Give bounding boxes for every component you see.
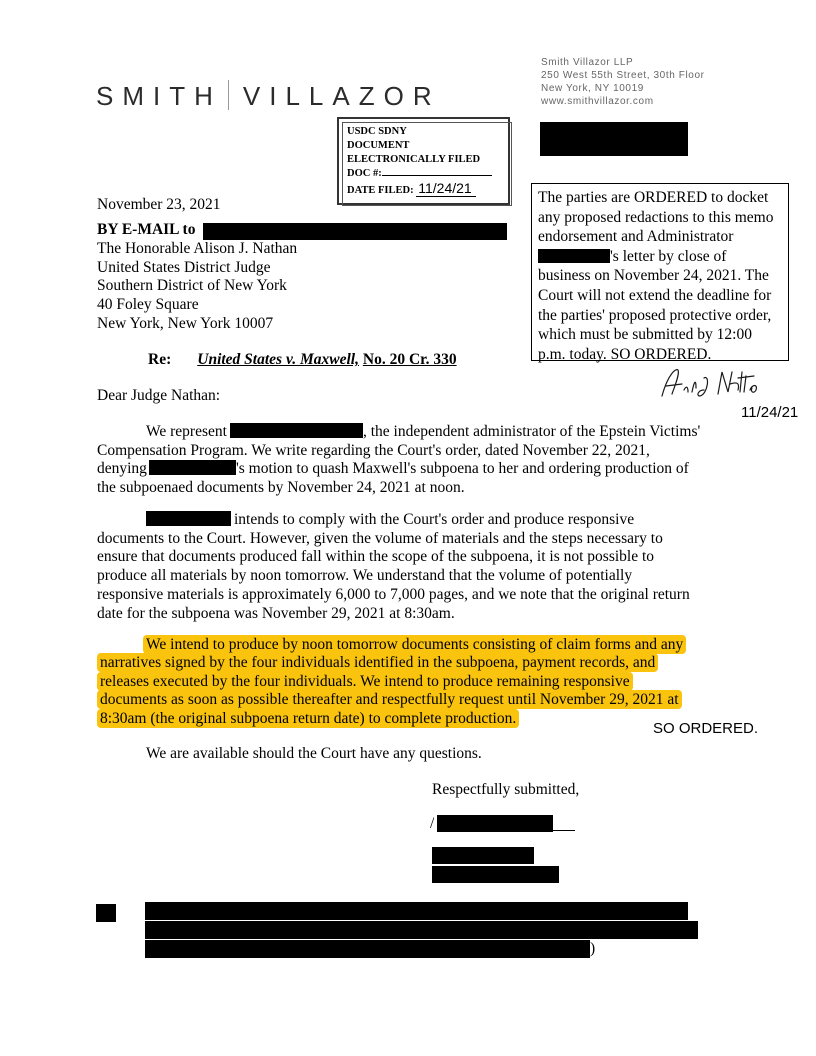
paragraph-1: We represent , the independent administrator of the Epstein Victims' Compensation Program. We write regarding the Court's order, dated November 22, 2021, denying 's motion to quash Maxwell's subpoena to her and ordering production of the subpoenaed documents by November 24, 2021 at noon. [97, 423, 701, 497]
addressee-line: Southern District of New York [97, 277, 287, 295]
endorsement-text-1: The parties are ORDERED to docket any proposed redactions to this memo endorsement and Administrator [538, 189, 774, 246]
stamp-line2: DOCUMENT [347, 140, 410, 151]
by-email-label: BY E-MAIL to [97, 221, 196, 238]
firm-address-line1: 250 West 55th Street, 30th Floor [541, 70, 705, 81]
case-number: No. 20 Cr. 330 [362, 351, 457, 368]
court-endorsement [531, 183, 789, 361]
signature-slash: / [430, 815, 435, 832]
redaction-box [145, 921, 698, 939]
addressee-block [97, 240, 297, 334]
paragraph-4: We are available should the Court have any questions. [146, 745, 482, 762]
case-title: United States v. Maxwell, [197, 351, 359, 368]
firm-address-line2: New York, NY 10019 [541, 83, 644, 94]
redaction-box [432, 847, 534, 864]
redaction-inline [538, 249, 610, 263]
addressee-line: United States District Judge [97, 258, 271, 276]
footer-paren: ) [590, 940, 596, 957]
endorsement-text-2: 's letter by close of business on November 24, 2021. The Court will not extend the deadline for the parties' proposed protective order, which must be submitted by 12:00 p.m. today. SO ORDERED. [538, 247, 772, 363]
re-line: Re: United States v. Maxwell, No. 20 Cr. 330 [148, 351, 457, 368]
addressee-line: New York, New York 10007 [97, 314, 274, 332]
paragraph-2: intends to comply with the Court's order and produce responsive documents to the Court. However, given the volume of materials and the steps necessary to ensure that documents produced fall within the scope of the subpoena, it is not possible to produce all materials by noon tomorrow. We understand that the volume of potentially responsive materials is approximately 6,000 to 7,000 pages, and we note that the original return date for the subpoena was November 29, 2021 at 8:30am. [97, 511, 690, 622]
judge-signature [658, 364, 778, 404]
redaction-box [540, 122, 688, 156]
stamp-inner-border [342, 122, 512, 206]
firm-address-block [541, 56, 705, 108]
paragraph-3-highlighted: We intend to produce by noon tomorrow documents consisting of claim forms and any narratives signed by the four individuals identified in the subpoena, payment records, and releases executed by the four individuals. We intend to produce remaining responsive documents as soon as possible thereafter and respectfully request until November 29, 2021 at 8:30am (the original subpoena return date) to complete production. [97, 636, 727, 728]
addressee-line: The Honorable Alison J. Nathan [97, 240, 298, 257]
redaction-box [437, 815, 553, 832]
letter-date: November 23, 2021 [97, 196, 221, 213]
firm-website: www.smithvillazor.com [541, 96, 654, 107]
filing-stamp [337, 117, 510, 205]
stamp-line3: ELECTRONICALLY FILED [347, 154, 481, 165]
stamp-doc-line: DOC #: [347, 167, 508, 181]
stamp-date-value: 11/24/21 [416, 180, 475, 197]
so-ordered-note: SO ORDERED. [653, 720, 759, 737]
redaction-box [96, 904, 116, 922]
signature-line [553, 830, 575, 831]
addressee-line: 40 Foley Square [97, 296, 199, 314]
salutation: Dear Judge Nathan: [97, 387, 221, 404]
stamp-line1: USDC SDNY [347, 126, 407, 137]
closing: Respectfully submitted, [432, 781, 580, 798]
redaction-box [145, 902, 688, 920]
redaction-box [145, 940, 590, 958]
stamp-date-line: DATE FILED: 11/24/21 [347, 181, 508, 198]
signature-date: 11/24/21 [741, 404, 799, 421]
firm-logo: SMITH VILLAZOR [96, 81, 441, 111]
redaction-box [203, 223, 507, 240]
firm-name: Smith Villazor LLP [541, 57, 634, 68]
redaction-box [432, 866, 559, 883]
